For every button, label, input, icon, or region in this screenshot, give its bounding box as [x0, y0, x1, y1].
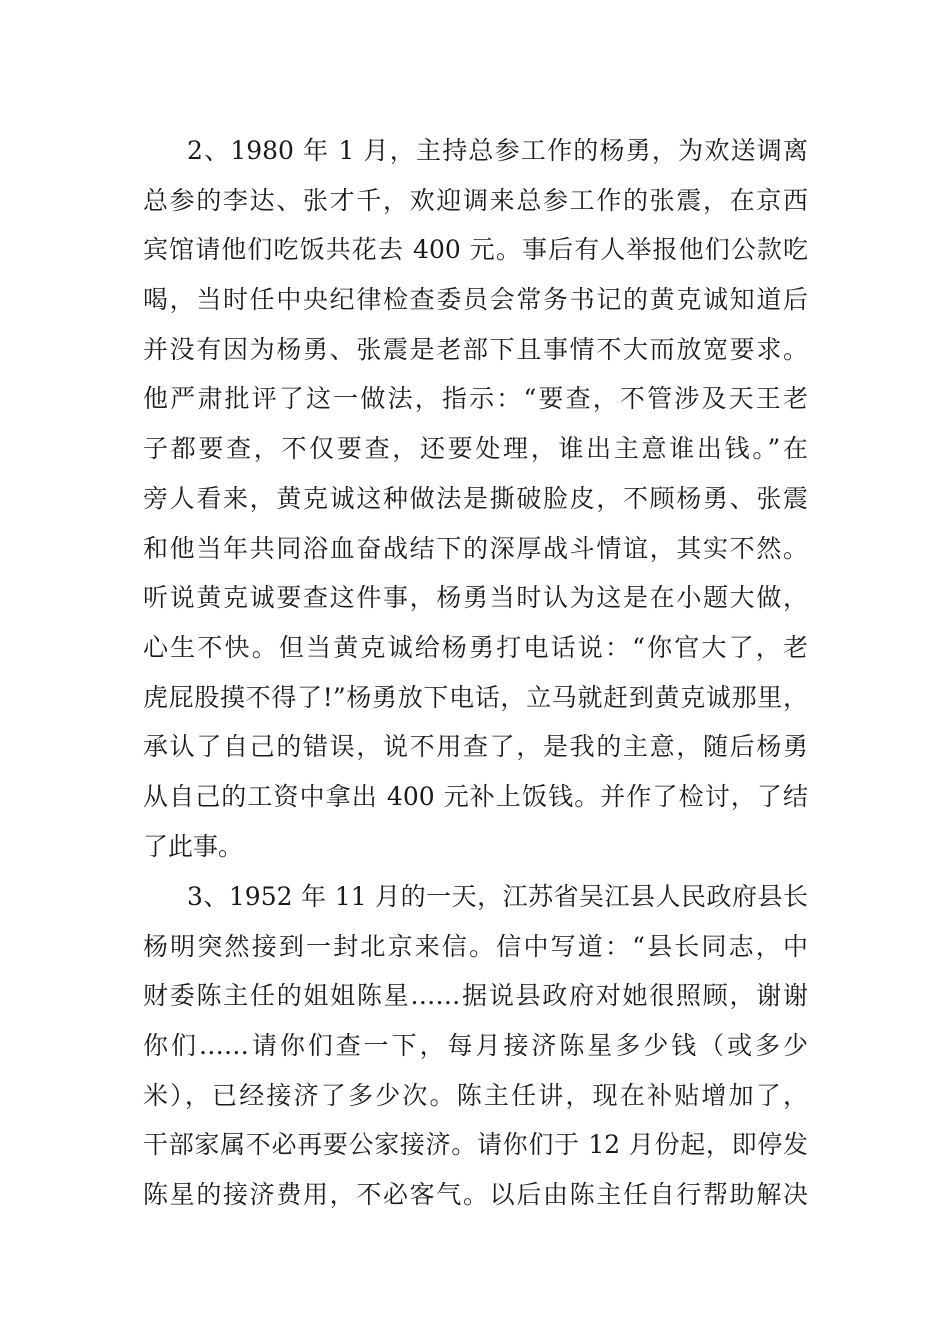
paragraph-line: 3、1952 年 11 月的一天，江苏省吴江县人民政府县长 [187, 882, 808, 911]
paragraph-line: 你们……请你们查一下，每月接济陈星多少钱（或多少 [143, 1031, 808, 1061]
paragraph-line: 和他当年共同浴血奋战结下的深厚战斗情谊，其实不然。 [143, 533, 808, 563]
paragraph-line: 总参的李达、张才千，欢迎调来总参工作的张震，在京西 [143, 185, 808, 215]
paragraph-line: 他严肃批评了这一做法，指示：“要查，不管涉及天王老 [143, 384, 808, 414]
paragraph-line: 喝，当时任中央纪律检查委员会常务书记的黄克诚知道后 [143, 285, 808, 315]
paragraph-item-3 [143, 872, 808, 1220]
paragraph-line: 了此事。 [143, 831, 244, 861]
paragraph-line: 听说黄克诚要查这件事，杨勇当时认为这是在小题大做， [143, 583, 808, 613]
paragraph-line: 心生不快。但当黄克诚给杨勇打电话说：“你官大了，老 [143, 632, 808, 662]
paragraph-line: 2、1980 年 1 月，主持总参工作的杨勇，为欢送调离 [187, 136, 808, 165]
paragraph-line: 并没有因为杨勇、张震是老部下且事情不大而放宽要求。 [143, 334, 808, 364]
paragraph-line: 从自己的工资中拿出 400 元补上饭钱。并作了检讨，了结 [143, 781, 808, 811]
paragraph-line: 米），已经接济了多少次。陈主任讲，现在补贴增加了， [143, 1080, 808, 1110]
paragraph-line: 杨明突然接到一封北京来信。信中写道：“县长同志，中 [143, 931, 808, 961]
paragraph-line: 宾馆请他们吃饭共花去 400 元。事后有人举报他们公款吃 [143, 235, 808, 265]
paragraph-line: 财委陈主任的姐姐陈星……据说县政府对她很照顾，谢谢 [143, 981, 808, 1011]
paragraph-line: 干部家属不必再要公家接济。请你们于 12 月份起，即停发 [143, 1130, 808, 1160]
paragraph-line: 陈星的接济费用，不必客气。以后由陈主任自行帮助解决 [143, 1180, 808, 1210]
paragraph-item-2 [143, 126, 808, 871]
paragraph-line: 虎屁股摸不得了!”杨勇放下电话，立马就赶到黄克诚那里， [143, 682, 808, 712]
paragraph-line: 子都要查，不仅要查，还要处理，谁出主意谁出钱。”在 [143, 434, 808, 464]
paragraph-line: 旁人看来，黄克诚这种做法是撕破脸皮，不顾杨勇、张震 [143, 483, 808, 513]
paragraph-line: 承认了自己的错误，说不用查了，是我的主意，随后杨勇 [143, 732, 808, 762]
